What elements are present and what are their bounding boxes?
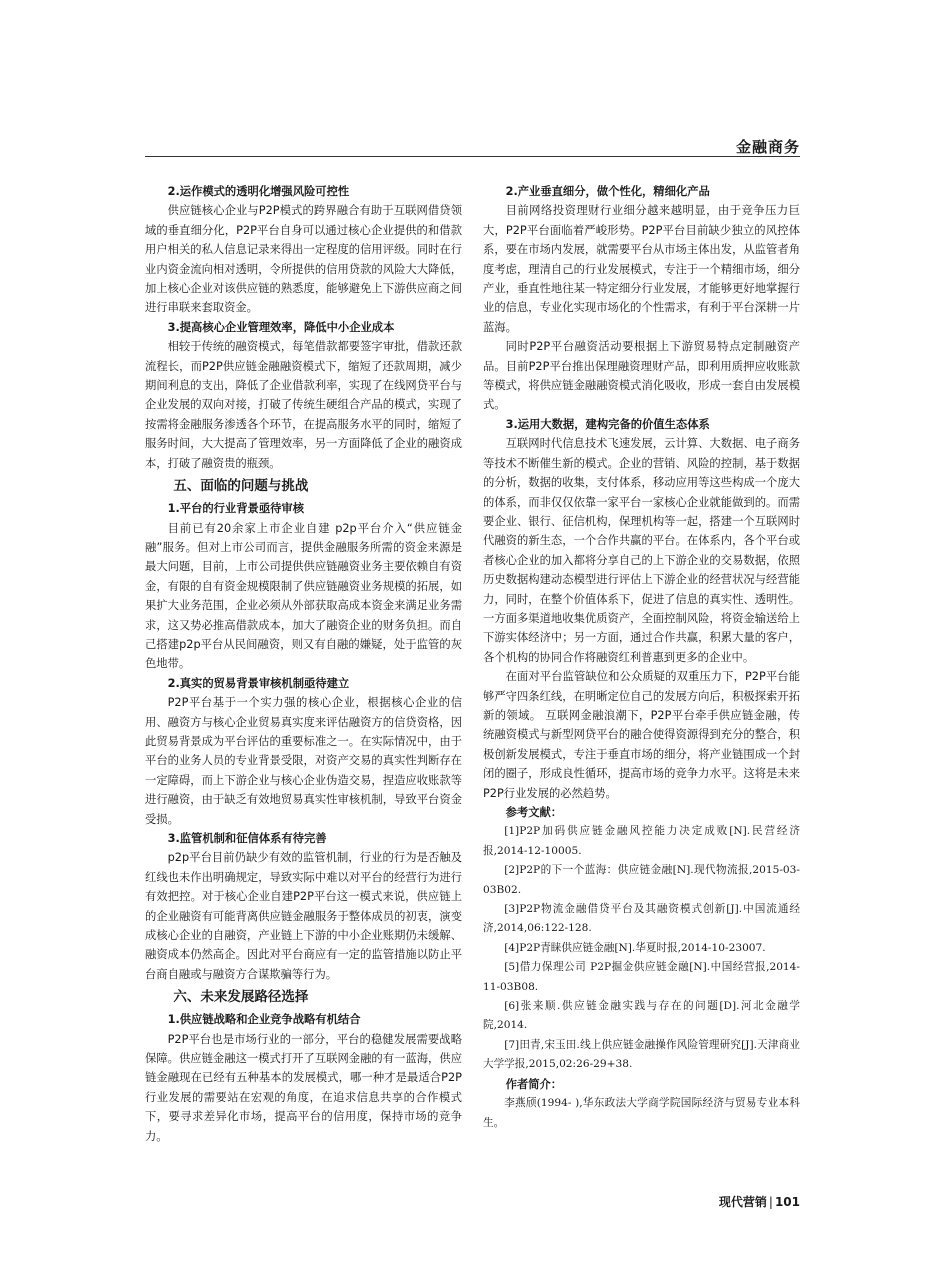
page-footer (719, 1193, 800, 1210)
subsection-heading: 2.真实的贸易背景审核机制亟待建立 (167, 676, 350, 690)
subsection-heading: 3.运用大数据，建构完备的价值生态体系 (505, 417, 710, 431)
page-number: 101 (774, 1195, 800, 1209)
subsection-heading: 3.监管机制和征信体系有待完善 (167, 832, 327, 845)
section-title: 五、面临的问题与挑战 (173, 478, 309, 495)
journal-name: 现代营销 (718, 1195, 767, 1209)
header-rule (145, 156, 800, 157)
left-column (145, 182, 462, 1146)
reference-item: [4]P2P青睐供应链金融[N].华夏时报,2014-10-23007. (504, 941, 766, 954)
subsection-heading: 2.运作模式的透明化增强风险可控性 (167, 185, 350, 198)
section-title: 六、未来发展路径选择 (173, 989, 309, 1006)
paragraph: 目前已有20余家上市企业自建 p2p平台介入“供应链金融”服务。但对上市公司而言，提供金融服务所需的资金来源是最大问题，目前，上市公司提供供应链融资业务主要依赖自有资金，有限的自有资金规模限制了供应链融资业务规模的拓展，如果扩大业务范围，企业必须从外部获取高成本资金来满足业务需求，这又势必推高借款成本，加大了融资企业的财务负担。而自己搭建p2p平台从民间融资，则又有自融的嫌疑，处于监管的灰色地带。 (145, 521, 462, 671)
subsection-heading: 1.平台的行业背景亟待审核 (167, 502, 305, 516)
paragraph: 互联网时代信息技术飞速发展，云计算、大数据、电子商务等技术不断催生新的模式。企业的营销、风险的控制，基于数据的分析，数据的收集，支付体系，移动应用等这些构成一个庞大的体系，而非仅仅依靠一家平台一家核心企业就能做到的。而需要企业、银行、征信机构，保理机构等一起，搭建一个互联网时代融资的新生态，一个合作共赢的平台。在体系内，各个平台或者核心企业的加入都将分享自己的上下游企业的交易数据，依照历史数据构建动态模型进行评估上下游企业的经营状况与经营能力，同时，在整个价值体系下，促进了信息的真实性、透明性。一方面多渠道地收集优质资产，全面控制风险，将资金输送给上下游实体经济中；另一方面，通过合作共赢，积累大量的客户，各个机构的协同合作将融资红利普惠到更多的企业中。 (483, 437, 800, 664)
paragraph: p2p平台目前仍缺少有效的监管机制，行业的行为是否触及红线也未作出明确规定，导致实际中难以对平台的经营行为进行有效把控。对于核心企业自建P2P平台这一模式来说，供应链上的企业融资有可能背离供应链金融服务于整体成员的初衷，演变成核心企业的自融资，产业链上下游的中小企业账期仍未缓解、融资成本仍然高企。因此对平台商应有一定的监管措施以防止平台商自融或与融资方合谋欺骗等行为。 (145, 851, 462, 981)
reference-list (483, 822, 800, 1074)
reference-item: [5]借力保理公司 P2P掘金供应链金融[N].中国经营报,2014-11-03B08. (483, 961, 800, 993)
paragraph: P2P平台基于一个实力强的核心企业，根据核心企业的信用、融资方与核心企业贸易真实度来评估融资方的信贷资格，因此贸易背景成为平台评估的重要标准之一。在实际情况中，由于平台的业务人员的专业背景受限，对资产交易的真实性判断存在一定障碍，而上下游企业与核心企业伪造交易，捏造应收账款等进行融资，由于缺乏有效地贸易真实性审核机制，导致平台资金受损。 (145, 696, 462, 826)
journal-section-title: 金融商务 (735, 138, 800, 156)
reference-item: [7]田青,宋玉田.线上供应链金融操作风险管理研究[J].天津商业大学学报,2015,02:26-29+38. (483, 1038, 800, 1071)
reference-item: [3]P2P物流金融借贷平台及其融资模式创新[J].中国流通经济,2014,06:122-128. (483, 903, 800, 935)
author-bio-heading: 作者简介： (505, 1077, 563, 1091)
reference-item: [1]P2P加码供应链金融风控能力决定成败[N].民营经济报,2014-12-10005. (483, 825, 800, 857)
paragraph: 相较于传统的融资模式，每笔借款都要签字审批，借款还款流程长，而P2P供应链金融融资模式下，缩短了还款周期，减少期间利息的支出，降低了企业借款利率，实现了在线网贷平台与企业发展的双向对接，打破了传统生硬组合产品的模式，实现了按需将金融服务渗透各个环节，在提高服务水平的同时，缩短了服务时间，大大提高了管理效率，另一方面降低了企业的融资成本，打破了融资贵的瓶颈。 (145, 340, 462, 470)
right-column (483, 182, 800, 1133)
reference-item: [6]张来顺.供应链金融实践与存在的问题[D].河北金融学院,2014. (483, 1000, 800, 1032)
subsection-heading: 1.供应链战略和企业竞争战略有机结合 (167, 1013, 361, 1027)
reference-item: [2]P2P的下一个蓝海：供应链金融[N].现代物流报,2015-03-03B02. (483, 864, 800, 896)
paragraph: 在面对平台监管缺位和公众质疑的双重压力下，P2P平台能够严守四条红线，在明晰定位自己的发展方向后，积极探索开拓新的领域。 互联网金融浪潮下，P2P平台牵手供应链金融，传统融资模式与新型网贷平台的融合使得资源得到充分的整合，积极创新发展模式，专注于垂直市场的细分，将产业链围成一个封闭的圈子，形成良性循环，提高市场的竞争力水平。这将是未来P2P行业发展的必然趋势。 (483, 670, 800, 800)
footer-separator: | (768, 1195, 773, 1209)
author-bio: 李燕颀(1994- ),华东政法大学商学院国际经济与贸易专业本科生。 (483, 1097, 800, 1129)
paragraph: P2P平台也是市场行业的一部分，平台的稳健发展需要战略保障。供应链金融这一模式打开了互联网金融的有一蓝海，供应链金融现在已经有五种基本的发展模式，哪一种才是最适合P2P行业发展的需要站在宏观的角度，在追求信息共享的合作模式下，要寻求差异化市场，提高平台的信用度，保持市场的竞争力。 (145, 1032, 462, 1143)
subsection-heading: 2.产业垂直细分，做个性化，精细化产品 (505, 185, 710, 198)
paragraph: 目前网络投资理财行业细分越来越明显，由于竞争压力巨大，P2P平台面临着严峻形势。P2P平台目前缺少独立的风控体系，要在市场内发展，就需要平台从市场主体出发，从监管者角度考虑，理清自己的行业发展模式，专注于一个精细市场，细分产业，垂直性地往某一特定细分行业发展，才能够更好地掌握行业的信息，专业化实现市场化的个性需求，有利于平台深耕一片蓝海。 (483, 204, 800, 334)
paragraph: 同时P2P平台融资活动要根据上下游贸易特点定制融资产品。目前P2P平台推出保理融资理财产品，即利用质押应收账款等模式，将供应链金融融资模式消化吸收，形成一套自由发展模式。 (483, 340, 800, 412)
references-heading: 参考文献： (505, 806, 563, 819)
subsection-heading: 3.提高核心企业管理效率，降低中小企业成本 (167, 320, 395, 334)
paragraph: 供应链核心企业与P2P模式的跨界融合有助于互联网借贷领域的垂直细分化，P2P平台自身可以通过核心企业提供的和借款用户相关的私人信息记录来得出一定程度的信用评级。同时在行业内资金流向相对透明，令所提供的信用贷款的风险大大降低，加上核心企业对该供应链的熟悉度，能够避免上下游供应商之间进行串联来套取资金。 (145, 204, 462, 315)
